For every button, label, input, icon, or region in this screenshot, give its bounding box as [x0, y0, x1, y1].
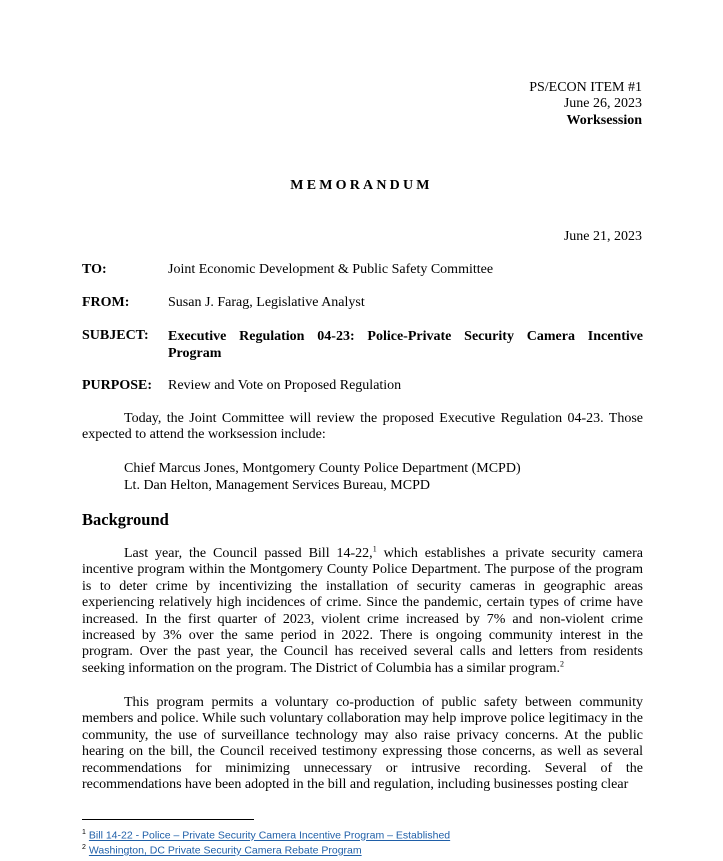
background-paragraph-1 — [82, 546, 643, 677]
header-session: Worksession — [566, 113, 642, 128]
purpose-label: PURPOSE: — [82, 378, 152, 393]
background-p1-text-cont: which establishes a private security camera incentive program within the Montgomery County Police Department. The purpose of the program is to deter crime by incentivizing the installation of security cameras in geographic areas experiencing relatively high incidences of crime. Since the pandemic, certain types of crime have increased. In the first quarter of 2023, violent crime increased by 7% and non-violent crime increased by 3% over the same period in 2022. There is ongoing community interest in the program. Over the past year, the Council has received several calls and letters from residents seeking information on the program. The District of Columbia has a similar program. — [82, 546, 643, 676]
attendee-item: Chief Marcus Jones, Montgomery County Police Department (MCPD) — [124, 461, 521, 476]
memo-title: MEMORANDUM — [290, 178, 433, 193]
footnote-number: 1 — [82, 829, 86, 836]
from-label: FROM: — [82, 295, 130, 310]
footnote-link-bill[interactable]: Bill 14-22 - Police – Private Security Camera Incentive Program – Established — [88, 829, 451, 842]
footnote-1 — [82, 827, 450, 842]
to-value: Joint Economic Development & Public Safety Committee — [168, 262, 494, 277]
footnote-ref-1[interactable]: 1 — [372, 544, 377, 554]
background-p1-text: Last year, the Council passed Bill 14-22, — [124, 546, 373, 561]
footnote-2 — [82, 842, 362, 857]
subject-label: SUBJECT: — [82, 328, 149, 343]
purpose-value: Review and Vote on Proposed Regulation — [168, 378, 402, 393]
attendee-item: Lt. Dan Helton, Management Services Bureau, MCPD — [124, 478, 430, 493]
footnote-ref-2[interactable]: 2 — [559, 659, 564, 669]
background-p2-text: This program permits a voluntary co-production of public safety between community members and police. While such voluntary collaboration may help improve police legitimacy in the community, the use of surveillance technology may also raise privacy concerns. At the public hearing on the bill, the Council received testimony expressing those concerns, as well as several recommendations for minimizing unnecessary or intrusive recording. Several of the recommendations have been adopted in the bill and regulation, including businesses posting clear — [82, 695, 643, 793]
header-item: PS/ECON ITEM #1 — [529, 80, 642, 95]
footnote-number: 2 — [82, 844, 86, 851]
memo-date: June 21, 2023 — [563, 229, 642, 244]
subject-value: Executive Regulation 04-23: Police-Private Security Camera Incentive Program — [168, 329, 643, 361]
background-paragraph-2 — [82, 695, 643, 793]
intro-paragraph: Today, the Joint Committee will review the proposed Executive Regulation 04-23. Those expected to attend the worksession include: — [82, 411, 643, 443]
from-value: Susan J. Farag, Legislative Analyst — [168, 295, 365, 310]
footnote-link-dc-program[interactable]: Washington, DC Private Security Camera Rebate Program — [88, 844, 362, 857]
to-label: TO: — [82, 262, 107, 277]
footnote-divider — [82, 819, 254, 820]
background-heading: Background — [82, 510, 169, 529]
header-date: June 26, 2023 — [563, 96, 642, 111]
